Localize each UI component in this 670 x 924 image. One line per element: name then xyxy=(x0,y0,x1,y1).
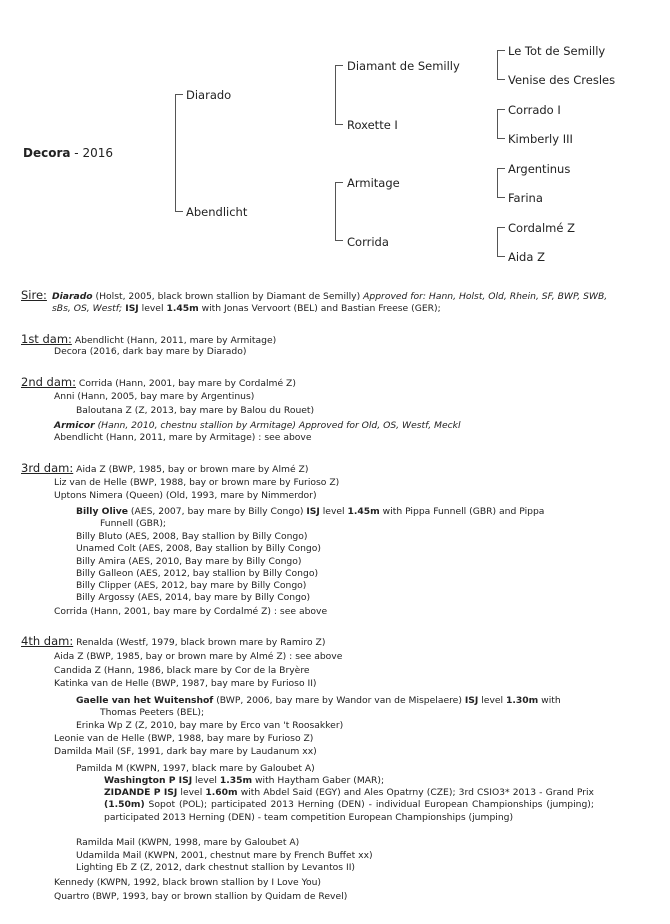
connector-line xyxy=(497,109,505,110)
sire-level: 1.45m xyxy=(166,303,199,314)
sire-line xyxy=(52,291,607,303)
connector-line xyxy=(497,50,498,80)
pedigree-sdd: Kimberly III xyxy=(508,132,573,146)
dam2-anni: Anni (Hann, 2005, bay mare by Argentinus) xyxy=(54,391,255,402)
pedigree-dam-dam: Corrida xyxy=(347,235,389,249)
dam4-quartro: Quartro (BWP, 1993, bay or brown stallion by Quidam de Revel) xyxy=(54,891,348,902)
list-item: Udamilda Mail (KWPN, 2001, chestnut mare by French Buffet xx) xyxy=(76,850,373,861)
dam2-armicor xyxy=(54,420,461,432)
pedigree-ddd: Aida Z xyxy=(508,250,545,264)
list-item: Billy Argossy (AES, 2014, bay mare by Billy Congo) xyxy=(76,592,311,603)
zidande-level: 1.60m xyxy=(205,787,238,798)
connector-line xyxy=(497,138,505,139)
dam4-washington xyxy=(104,775,384,787)
billy-olive-details: (AES, 2007, bay mare by Billy Congo) xyxy=(127,506,307,517)
zidande-name: ZIDANDE P ISJ xyxy=(104,787,178,798)
connector-line xyxy=(497,168,505,169)
washington-level: 1.35m xyxy=(219,775,253,786)
connector-line xyxy=(175,211,183,212)
zidande-level-text: level xyxy=(177,787,206,798)
dam2-heading: 2nd dam: xyxy=(21,375,76,389)
zidande-gp: (1.50m) xyxy=(104,799,145,811)
list-item: Billy Clipper (AES, 2012, bay mare by Billy Congo) xyxy=(76,580,307,591)
dam4-header xyxy=(21,635,325,649)
pedigree-sire-sire: Diamant de Semilly xyxy=(347,59,460,73)
dam2-baloutana: Baloutana Z (Z, 2013, bay mare by Balou du Rouet) xyxy=(76,405,315,416)
connector-line xyxy=(497,109,498,139)
billy-olive-rest: with Pippa Funnell (GBR) and Pippa xyxy=(379,506,545,517)
pedigree-dam: Abendlicht xyxy=(186,205,248,219)
sire-name: Diarado xyxy=(52,291,93,302)
connector-line xyxy=(335,182,343,183)
connector-line xyxy=(497,197,505,198)
gaelle-level-text: level xyxy=(478,695,507,706)
sire-isj: ISJ xyxy=(122,303,139,314)
connector-line xyxy=(335,65,336,125)
sire-approved-2: sBs, OS, Westf; xyxy=(52,303,123,314)
connector-line xyxy=(175,94,176,212)
horse-year: - 2016 xyxy=(70,146,113,160)
washington-rest: with Haytham Gaber (MAR); xyxy=(252,775,385,786)
dam3-billy-olive-2: Funnell (GBR); xyxy=(100,518,166,529)
list-item: Unamed Colt (AES, 2008, Bay stallion by Billy Congo) xyxy=(76,543,321,554)
washington-level-text: level xyxy=(192,775,220,786)
connector-line xyxy=(497,79,505,80)
billy-olive-isj: ISJ xyxy=(306,506,320,517)
connector-line xyxy=(335,124,343,125)
washington-name: Washington P ISJ xyxy=(104,775,193,786)
horse-name: Decora xyxy=(23,146,71,160)
dam4-damilda: Damilda Mail (SF, 1991, dark bay mare by Laudanum xx) xyxy=(54,746,317,757)
list-item: Billy Galleon (AES, 2012, bay stallion by Billy Congo) xyxy=(76,568,319,579)
dam4-pamilda: Pamilda M (KWPN, 1997, black mare by Galoubet A) xyxy=(76,763,315,774)
dam4-gaelle-2: Thomas Peeters (BEL); xyxy=(100,707,205,718)
dam1-offspring: Decora (2016, dark bay mare by Diarado) xyxy=(54,346,247,357)
billy-olive-level-text: level xyxy=(319,506,348,517)
pedigree-dds: Cordalmé Z xyxy=(508,221,575,235)
dam4-aida: Aida Z (BWP, 1985, bay or brown mare by Almé Z) : see above xyxy=(54,651,343,662)
dam4-gaelle xyxy=(76,695,561,707)
pedigree-sire: Diarado xyxy=(186,88,232,102)
dam3-heading: 3rd dam: xyxy=(21,461,74,475)
armicor-details: (Hann, 2010, chestnu stallion by Armitage) Approved for Old, OS, Westf, Meckl xyxy=(94,420,461,431)
sire-line-2 xyxy=(52,303,441,315)
dam4-zidande xyxy=(104,787,594,824)
connector-line xyxy=(497,227,498,257)
connector-line xyxy=(335,65,343,66)
dam1-line: Abendlicht (Hann, 2011, mare by Armitage) xyxy=(71,335,277,346)
pedigree-sire-dam: Roxette I xyxy=(347,118,398,132)
dam3-uptons: Uptons Nimera (Queen) (Old, 1993, mare by Nimmerdor) xyxy=(54,490,317,501)
connector-line xyxy=(335,182,336,241)
pedigree-dsd: Farina xyxy=(508,191,543,205)
gaelle-level: 1.30m xyxy=(506,695,539,706)
zidande-rest: with Abdel Said (EGY) and Ales Opatrny (CZE); 3rd CSIO3* 2013 - Grand Prix xyxy=(237,787,594,798)
list-item: Lighting Eb Z (Z, 2012, dark chestnut stallion by Levantos II) xyxy=(76,862,355,873)
dam3-billy-olive xyxy=(76,506,544,518)
dam4-leonie: Leonie van de Helle (BWP, 1988, bay mare by Furioso Z) xyxy=(54,733,314,744)
gaelle-details: (BWP, 2006, bay mare by Wandor van de Mispelaere) xyxy=(213,695,465,706)
connector-line xyxy=(497,168,498,198)
dam3-header xyxy=(21,462,308,476)
connector-line xyxy=(497,256,505,257)
billy-olive-name: Billy Olive xyxy=(76,506,128,517)
dam4-erinka: Erinka Wp Z (Z, 2010, bay mare by Erco van 't Roosakker) xyxy=(76,720,344,731)
sire-heading: Sire: xyxy=(21,288,47,302)
dam3-liz: Liz van de Helle (BWP, 1988, bay or brown mare by Furioso Z) xyxy=(54,477,340,488)
dam2-header xyxy=(21,376,296,390)
dam2-abendlicht: Abendlicht (Hann, 2011, mare by Armitage) : see above xyxy=(54,432,312,443)
zidande-rest-2: Sopot (POL); participated 2013 Herning (DEN) - individual European Championships (jumping); participated 2013 Herning (DEN) - team competition European Championships (jumping) xyxy=(104,799,594,823)
list-item: Ramilda Mail (KWPN, 1998, mare by Galoubet A) xyxy=(76,837,300,848)
connector-line xyxy=(175,94,183,95)
dam4-line: Renalda (Westf, 1979, black brown mare by Ramiro Z) xyxy=(73,637,326,648)
horse-label xyxy=(23,146,113,160)
pedigree-ssd: Venise des Cresles xyxy=(508,73,616,87)
dam2-line: Corrida (Hann, 2001, bay mare by Cordalmé Z) xyxy=(75,378,296,389)
list-item: Billy Amira (AES, 2010, Bay mare by Billy Congo) xyxy=(76,556,302,567)
pedigree-sss: Le Tot de Semilly xyxy=(508,44,606,58)
dam4-heading: 4th dam: xyxy=(21,634,74,648)
sire-level-text: level xyxy=(138,303,167,314)
connector-line xyxy=(497,50,505,51)
gaelle-name: Gaelle van het Wuitenshof xyxy=(76,695,214,706)
armicor-name: Armicor xyxy=(54,420,95,431)
dam3-line: Aida Z (BWP, 1985, bay or brown mare by Almé Z) xyxy=(73,464,309,475)
dam3-corrida: Corrida (Hann, 2001, bay mare by Cordalmé Z) : see above xyxy=(54,606,328,617)
billy-olive-level: 1.45m xyxy=(347,506,380,517)
dam4-candida: Candida Z (Hann, 1986, black mare by Cor de la Bryère xyxy=(54,665,310,676)
dam4-kennedy: Kennedy (KWPN, 1992, black brown stallion by I Love You) xyxy=(54,877,322,888)
pedigree-dss: Argentinus xyxy=(508,162,571,176)
list-item: Billy Bluto (AES, 2008, Bay stallion by Billy Congo) xyxy=(76,531,308,542)
connector-line xyxy=(335,240,343,241)
pedigree-dam-sire: Armitage xyxy=(347,176,400,190)
sire-details: (Holst, 2005, black brown stallion by Diamant de Semilly) xyxy=(92,291,364,302)
gaelle-isj: ISJ xyxy=(464,695,479,706)
dam1-heading: 1st dam: xyxy=(21,332,72,346)
pedigree-sds: Corrado I xyxy=(508,103,561,117)
sire-approved: Approved for: Hann, Holst, Old, Rhein, SF, BWP, SWB, xyxy=(363,291,608,302)
gaelle-rest: with xyxy=(538,695,561,706)
sire-riders: with Jonas Vervoort (BEL) and Bastian Freese (GER); xyxy=(198,303,441,314)
connector-line xyxy=(497,227,505,228)
dam4-katinka: Katinka van de Helle (BWP, 1987, bay mare by Furioso II) xyxy=(54,678,317,689)
